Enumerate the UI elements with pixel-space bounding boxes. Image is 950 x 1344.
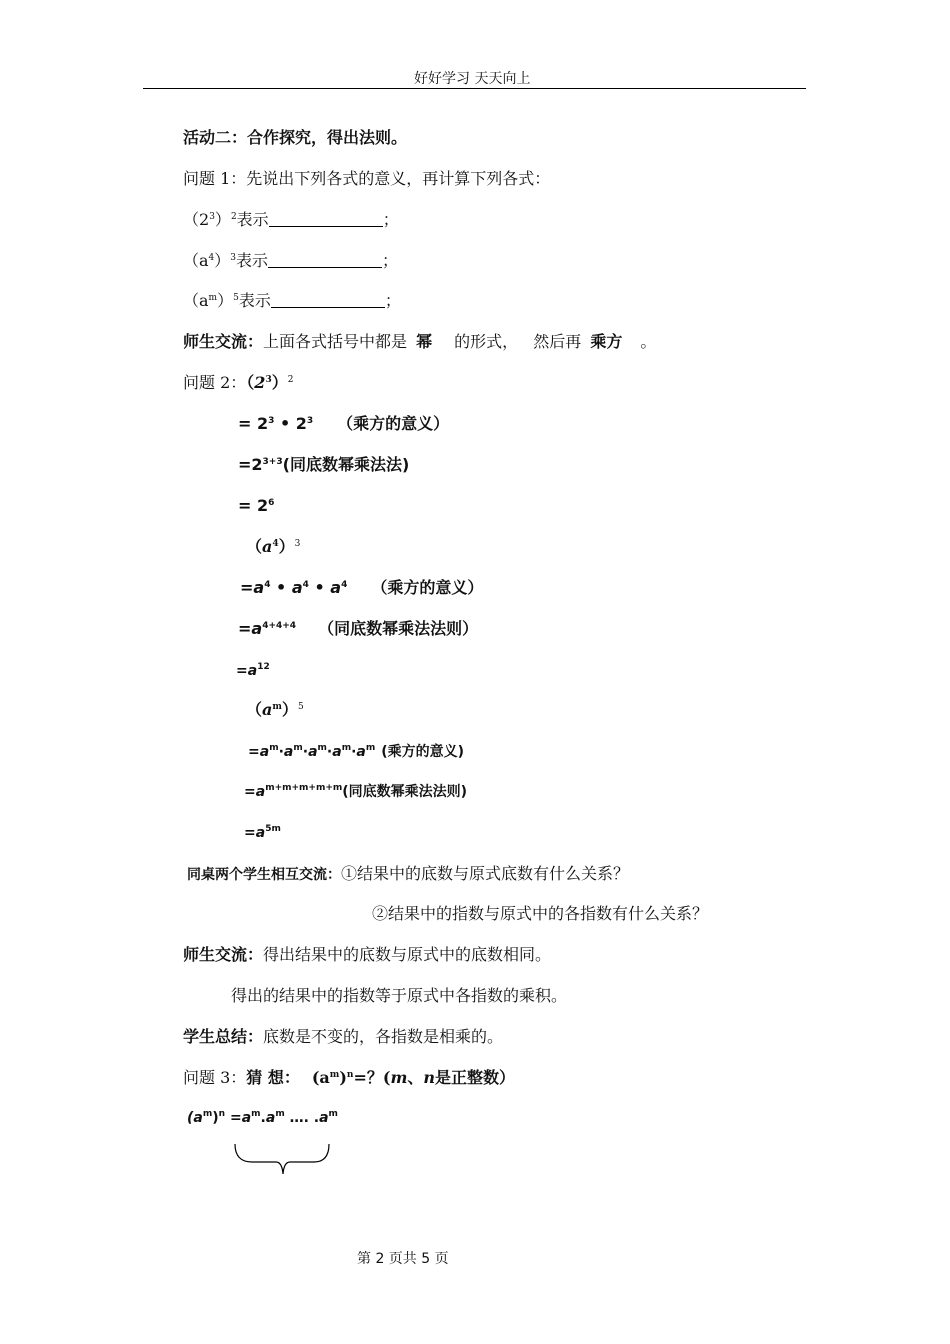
exponent: m [341,743,352,753]
q1-item-open: （a [183,251,209,270]
underbrace-icon [232,1142,332,1178]
q3-expr: ) [339,1068,347,1087]
q1-item-close: ） [214,251,231,270]
page-header: 好好学习 天天向上 [414,71,531,87]
dot-sep: • [308,578,331,597]
exponent: m [328,1109,338,1119]
exponent: m [329,1070,340,1080]
step-line [238,496,274,516]
question-3 [183,1068,515,1088]
exponent: 3 [265,375,272,385]
step-expr: = [248,744,260,760]
q1-item-inner-exp: 3 [209,212,215,222]
step-expr: = [238,619,252,638]
q3-cond: 是正整数） [435,1068,516,1087]
exponent: 6 [268,498,275,508]
question-2 [183,373,293,393]
exchange-1-text: 上面各式括号中都是 [263,332,408,351]
exponent: 12 [257,662,270,672]
exponent: m [251,1109,261,1119]
exponent: 3 [306,416,314,426]
paren: （ [246,373,255,392]
dot-sep: · [302,744,309,760]
q1-label: 问题 1： [183,169,247,188]
q1-item-suffix: 表示 [238,291,271,310]
base: a [319,1110,329,1126]
dot-sep: · [326,744,333,760]
q3-expr: (a [311,1068,330,1087]
step-expr: = 2 [238,496,269,515]
desk-question-a: ①结果中的底数与原式底数有什么关系？ [341,864,630,883]
exponent: 3 [268,416,275,426]
base: a [255,825,266,841]
exponent: 5 [297,702,304,712]
expression-3 [246,700,304,720]
desk-question-b: ②结果中的指数与原式中的各指数有什么关系？ [372,904,709,923]
base: a [356,744,366,760]
base: a [291,578,303,597]
step-line [238,455,409,475]
page-footer: 第 2 页共 5 页 [357,1251,449,1267]
step-line [236,661,270,681]
fill-answer-1: 幂 [416,332,433,351]
answer-blank[interactable] [271,293,385,308]
exponent: m [365,743,376,753]
step-expr: • 2 [274,414,307,433]
exponent: 4 [302,580,309,590]
summary-label: 学生总结： [183,1027,264,1046]
exchange-2-label: 师生交流： [183,945,264,964]
expand-expr: = [225,1110,242,1126]
q1-item-inner-exp: m [208,293,218,303]
q1-item-3 [183,291,401,311]
step-line [240,578,483,598]
step-note: (同底数幂乘法法则) [342,784,468,800]
expression-2 [246,537,300,557]
dot-sep: · [351,744,357,760]
step-expr: = [236,663,248,679]
base: a [262,537,273,556]
base: a [247,663,258,679]
step-line [238,619,478,639]
q1-item-end: ； [382,251,399,270]
exponent: m [275,1109,285,1119]
base: a [332,744,342,760]
step-expr: =2 [238,455,263,474]
exchange-1-label: 师生交流： [183,332,264,351]
exponent: 4 [264,580,271,590]
base: a [259,744,270,760]
dot-sep: . [260,1110,266,1126]
exchange-2-text-2: 得出的结果中的指数等于原式中各指数的乘积。 [231,986,568,1005]
base: a [308,744,318,760]
activity-title: 活动二：合作探究，得出法则。 [183,128,408,147]
exchange-2 [183,945,551,965]
exponent: 2 [287,375,294,385]
exchange-1-text: 的形式， [454,332,519,351]
q3-sep: 、 [407,1068,424,1087]
base: a [262,700,273,719]
answer-blank[interactable] [268,253,382,268]
q1-item-outer-exp: 3 [230,253,237,263]
q1-item-inner-exp: 4 [208,253,215,263]
step-expr: = 2 [238,414,269,433]
step-line [238,414,449,434]
exponent: 5m [265,824,281,834]
expand-expr: (a [187,1110,203,1126]
exponent: m [293,743,303,753]
q1-item-outer-exp: 2 [230,212,237,222]
dot-sep: • [270,578,292,597]
step-expr: = [244,784,256,800]
q1-item-suffix: 表示 [236,251,269,270]
question-1 [183,169,550,189]
q3-expansion [187,1110,338,1126]
header-rule [143,88,806,89]
q3-expr: =？( [353,1068,391,1087]
expand-expr: ) [212,1110,219,1126]
q1-item-end: ； [384,291,401,310]
exchange-2-text: 得出结果中的底数与原式中的底数相同。 [263,945,552,964]
exponent: n [218,1109,226,1119]
step-line [248,742,464,762]
q1-text: 先说出下列各式的意义，再计算下列各式： [246,169,551,188]
q1-item-end: ； [382,210,399,229]
desk-exchange [187,864,629,885]
exchange-1 [183,332,656,352]
exponent: 3+3 [262,457,283,467]
step-note: （乘方的意义） [371,578,484,597]
q1-item-outer-exp: 5 [233,293,239,303]
q2-label: 问题 2： [183,373,247,392]
exchange-1-end: 。 [640,332,657,351]
step-note: (乘方的意义) [381,744,465,760]
base: a [253,578,265,597]
base: a [241,1110,252,1126]
dot-sep: · [278,744,284,760]
base: a [283,744,294,760]
exponent: 4 [341,580,348,590]
q1-item-open: （2 [183,210,210,229]
q1-item-close: ） [217,291,234,310]
step-line [244,823,281,843]
q1-item-open: （a [183,291,209,310]
var: n [423,1068,436,1087]
base: 2 [254,373,266,392]
step-line [244,782,467,802]
exponent: 4 [272,539,279,549]
exponent: m [272,702,282,712]
paren: ） [271,373,288,392]
step-expr: = [240,578,254,597]
base: a [265,1110,276,1126]
paren: ） [281,700,298,719]
exponent: 3 [294,539,301,549]
q1-item-close: ） [214,210,231,229]
exponent: m [269,743,279,753]
paren: ） [278,537,295,556]
exponent: m [202,1109,213,1119]
paren: （ [246,537,263,556]
q1-item-2 [183,251,398,271]
step-note: （乘方的意义） [337,414,450,433]
exponent: 4+4+4 [262,621,297,631]
ellipsis: …. . [284,1110,320,1126]
q1-item-1 [183,210,399,230]
var: m [390,1068,408,1087]
exponent: m+m+m+m+m [265,783,343,793]
student-summary [183,1027,503,1047]
base: a [255,784,266,800]
q3-label: 问题 3： [183,1068,247,1087]
desk-label: 同桌两个学生相互交流： [187,867,341,883]
base: a [251,619,263,638]
exchange-1-text: 然后再 [533,332,582,351]
base: a [330,578,342,597]
exponent: m [317,743,327,753]
step-expr: = [244,825,256,841]
step-note: (同底数幂乘法法) [282,455,410,474]
q3-guess: 猜 想： [246,1068,300,1087]
step-note: （同底数幂乘法法则） [318,619,479,638]
exponent: n [346,1070,354,1080]
q1-item-suffix: 表示 [236,210,269,229]
summary-text: 底数是不变的，各指数是相乘的。 [263,1027,504,1046]
paren: （ [246,700,263,719]
answer-blank[interactable] [269,212,383,227]
fill-answer-2: 乘方 [590,332,623,351]
